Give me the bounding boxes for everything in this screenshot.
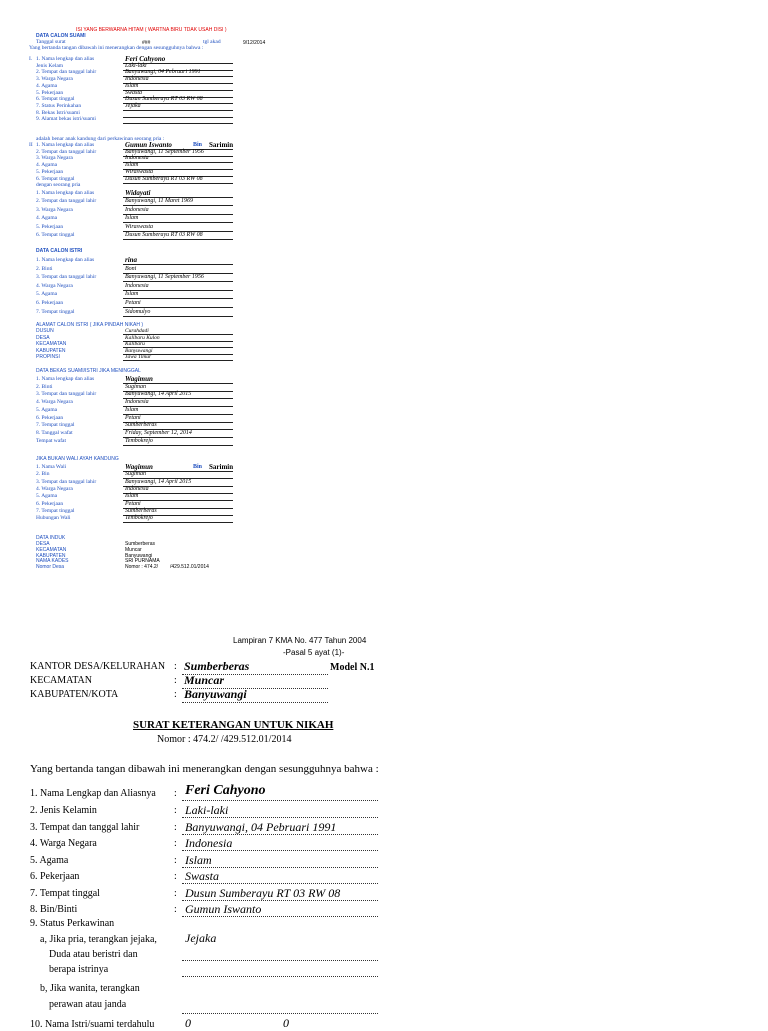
field-underline xyxy=(123,264,233,265)
induk-value: Nomor : 474.2/ xyxy=(125,564,159,571)
field-value[interactable]: Banyuwangi, 04 Pebruari 1991 xyxy=(185,820,337,834)
field-label: 4. Agama xyxy=(36,82,58,89)
form-notice: ISI YANG BERWARNA HITAM ( WARTNA BIRU TDAK USAH DISI ) xyxy=(76,27,227,33)
pasal-text: -Pasal 5 ayat (1)- xyxy=(283,648,345,657)
field-value[interactable]: Laki-laki xyxy=(125,62,147,69)
field-label: 8. Tanggal wafat xyxy=(36,429,73,436)
field-label: 4. Warga Negara xyxy=(36,399,73,406)
dotted-line xyxy=(182,850,378,851)
bride-section-title: DATA CALON ISTRI xyxy=(36,248,83,254)
office-label: KABUPATEN/KOTA xyxy=(30,689,119,700)
colon: : xyxy=(174,675,177,686)
dotted-line xyxy=(182,702,328,703)
section-number: II xyxy=(29,142,33,148)
field-label: 4. Agama xyxy=(36,162,58,169)
field-value[interactable]: Islam xyxy=(125,406,139,413)
status-b-line1: b, Jika wanita, terangkan xyxy=(40,983,140,994)
field-label: 5. Pekerjaan xyxy=(36,89,64,96)
field-label: 5. Pekerjaan xyxy=(36,223,64,230)
field-value[interactable]: Indonesia xyxy=(125,206,149,213)
model-label: Model N.1 xyxy=(330,662,375,673)
colon: : xyxy=(174,871,177,882)
field-value[interactable]: Islam xyxy=(185,853,212,867)
dotted-line xyxy=(182,834,378,835)
dotted-line xyxy=(182,800,378,801)
field-value[interactable]: Islam xyxy=(125,493,139,500)
field-label: 7. Status Perinkahan xyxy=(36,102,82,109)
field-value[interactable]: Tembokrejo xyxy=(125,515,153,522)
field-label: 3. Warga Negara xyxy=(36,206,73,213)
colon: : xyxy=(174,689,177,700)
field-value[interactable]: Islam xyxy=(125,291,139,298)
field-value[interactable]: Tembokrejo xyxy=(125,437,153,444)
field-label: 3. Tempat dan tanggal lahir xyxy=(30,822,140,833)
field-label: 8. Bekas Istri/suami xyxy=(36,109,80,116)
field-value[interactable]: Swasta xyxy=(185,869,220,883)
field-label: Jenis Kelam xyxy=(36,62,64,69)
field-value[interactable]: Boni xyxy=(125,265,137,272)
dotted-line xyxy=(182,976,378,977)
field-value[interactable]: Wiraswasta xyxy=(125,223,154,230)
field-label: 4. Warga Negara xyxy=(30,838,97,849)
field-value[interactable]: rina xyxy=(125,256,138,264)
status-a-line1: a, Jika pria, terangkan jejaka, xyxy=(40,934,157,945)
lampiran-text: Lampiran 7 KMA No. 477 Tahun 2004 xyxy=(233,636,367,645)
field-label: 9. Alamat bekas istri/suami xyxy=(36,116,96,123)
field-label: 1. Nama lengkap dan alias xyxy=(36,376,95,382)
field-label: 7. Tempat tinggal xyxy=(36,507,75,514)
field-value[interactable]: Wagimun xyxy=(125,463,153,471)
parent-note: adalah benar anak kandung dari perkawinan seorang pria : xyxy=(36,136,165,142)
status-label: 9. Status Perkawinan xyxy=(30,918,115,929)
field-underline xyxy=(123,316,233,317)
field-label: 2. Binti xyxy=(36,265,53,272)
field-label: 4. Agama xyxy=(36,215,58,222)
status-b-line2: perawan atau janda xyxy=(49,999,127,1010)
field-value[interactable]: Swasta xyxy=(125,89,143,96)
induk-value: Sumberberas xyxy=(125,541,156,547)
field-value[interactable]: Indonesia xyxy=(125,399,149,406)
field-underline xyxy=(123,406,233,407)
document-title: SURAT KETERANGAN UNTUK NIKAH xyxy=(133,719,334,731)
mother-note: dengan seorang pria xyxy=(36,182,81,188)
field-value[interactable]: Friday, September 12, 2014 xyxy=(125,429,192,436)
address-label: KECAMATAN xyxy=(36,341,67,347)
field-value[interactable]: Dusun Sumberayu RT 03 RW 08 xyxy=(125,232,203,238)
field-label: 3. Tempat dan tanggal lahir xyxy=(36,478,97,485)
wali-title: JIKA BUKAN WALI AYAH KANDUNG xyxy=(36,456,119,462)
field-underline xyxy=(123,123,233,124)
colon: : xyxy=(174,661,177,672)
field-value[interactable]: Sugiman xyxy=(125,471,146,478)
field-label: 6. Tempat tinggal xyxy=(36,232,75,238)
field-value[interactable]: Islam xyxy=(125,215,139,222)
field-label: Hubungan Wali xyxy=(36,515,71,522)
field-value[interactable]: Petani xyxy=(125,300,141,306)
field-value[interactable]: Dusun Sumberayu RT 03 RW 08 xyxy=(125,175,203,182)
field-label: 4. Warga Negara xyxy=(36,282,73,289)
field-value[interactable]: Laki-laki xyxy=(185,803,229,817)
colon: : xyxy=(174,838,177,849)
field-value[interactable]: Sidomulyo xyxy=(125,308,151,315)
colon: : xyxy=(174,788,177,799)
office-value[interactable]: Sumberberas xyxy=(184,659,250,673)
field-value[interactable]: Petani xyxy=(125,500,141,507)
field-value[interactable]: Dusun Sumberayu RT 03 RW 08 xyxy=(125,96,203,103)
status-a-line3: berapa istrinya xyxy=(49,964,109,975)
induk-label: NAMA KADES xyxy=(36,558,69,565)
ex-spouse-title: DATA BEKAS SUAMI/ISTRI JIKA MENINGGAL xyxy=(36,368,141,374)
field-label: 3. Warga Negara xyxy=(36,76,73,83)
field-value[interactable]: Indonesia xyxy=(125,282,149,289)
field-label: 1. Nama lengkap dan alias xyxy=(36,142,95,148)
field-value[interactable]: Gumun Iswanto xyxy=(125,141,172,149)
groom-section-title: DATA CALON SUAMI xyxy=(36,33,86,39)
status-a-value[interactable]: Jejaka xyxy=(185,931,217,945)
field-underline xyxy=(123,110,233,111)
address-value[interactable]: Banyuwangi xyxy=(125,347,153,354)
akad-label: tgl akad xyxy=(203,39,221,45)
field-underline xyxy=(123,290,233,291)
bride-address-title: ALAMAT CALON ISTRI ( JIKA PINDAH NIKAH ) xyxy=(36,322,144,328)
field-value[interactable]: Banyuwangi, 11 September 1956 xyxy=(125,274,204,281)
father-bin-name[interactable]: Sarimin xyxy=(209,141,234,149)
field-value[interactable]: Dusun Sumberayu RT 03 RW 08 xyxy=(185,886,341,900)
date-placeholder: ### xyxy=(142,40,151,46)
field-value[interactable]: Islam xyxy=(125,82,139,89)
colon: : xyxy=(174,822,177,833)
field-label: 1. Nama lengkap dan alias xyxy=(36,257,95,263)
field-label: 6. Pekerjaan xyxy=(36,300,64,306)
wali-bin-name[interactable]: Sarimin xyxy=(209,463,234,471)
akad-date-value: 9/12/2014 xyxy=(243,40,266,46)
field-label: 7. Tempat tinggal xyxy=(30,888,100,899)
field-label: 4. Warga Negara xyxy=(36,485,73,492)
document-number: Nomor : 474.2/ /429.512.01/2014 xyxy=(157,734,292,745)
field-value[interactable]: Indonesia xyxy=(125,485,149,492)
field-underline xyxy=(123,239,233,240)
field-underline xyxy=(123,83,233,84)
dotted-line xyxy=(182,867,378,868)
field-label: 5. Pekerjaan xyxy=(36,168,64,175)
dotted-line xyxy=(182,817,378,818)
field-underline xyxy=(123,522,233,523)
field-value[interactable]: Banyuwangi, 11 Maret 1969 xyxy=(125,198,193,205)
address-label: KABUPATEN xyxy=(36,347,66,354)
field-value[interactable]: Banyuwangi, 14 April 2015 xyxy=(125,391,192,398)
field-value[interactable]: Banyuwangi, 11 September 1956 xyxy=(125,148,204,155)
address-value[interactable]: Jawa Timur xyxy=(125,354,152,360)
dotted-line xyxy=(182,916,378,917)
dotted-line xyxy=(182,883,378,884)
field-label: 5. Agama xyxy=(36,493,58,500)
address-value[interactable]: Kalibaru Kulon xyxy=(125,334,160,341)
address-label: DESA xyxy=(36,334,50,341)
item10-label: 10. Nama Istri/suami terdahulu xyxy=(30,1019,155,1030)
field-value[interactable]: Indonesia xyxy=(185,836,233,850)
field-value[interactable]: Indonesia xyxy=(125,76,149,83)
office-value[interactable]: Muncar xyxy=(184,673,225,687)
colon: : xyxy=(174,888,177,899)
field-underline xyxy=(123,117,233,118)
item10-value-2[interactable]: 0 xyxy=(283,1016,289,1030)
field-value[interactable]: Widayati xyxy=(125,189,151,197)
field-label: 5. Agama xyxy=(36,291,58,298)
field-label: 2. Jenis Kelamin xyxy=(30,805,97,816)
induk-value: Banyuwangi xyxy=(125,552,153,559)
office-value[interactable]: Banyuwangi xyxy=(184,687,247,701)
intro-small: Yang bertanda tangan dibawah ini menerangkan dengan sesungguhnya bahwa : xyxy=(29,45,204,51)
field-label: 8. Bin/Binti xyxy=(30,904,78,915)
bin-label: Bin xyxy=(193,142,203,148)
field-label: 1. Nama lengkap dan alias xyxy=(36,190,95,196)
field-label: 5. Agama xyxy=(36,406,58,413)
field-underline xyxy=(123,214,233,215)
field-underline xyxy=(123,445,233,446)
induk-value: SRI PURNAMA xyxy=(125,558,160,565)
field-value[interactable]: Wiraswasta xyxy=(125,168,154,175)
field-label: 6. Pekerjaan xyxy=(30,871,80,882)
field-value[interactable]: Petani xyxy=(125,414,141,421)
field-label: 3. Tempat dan tanggal lahir xyxy=(36,391,97,398)
address-label: PROPINSI xyxy=(36,354,60,360)
field-value[interactable]: Gumun Iswanto xyxy=(185,902,262,916)
induk-label: Nomor Desa xyxy=(36,564,65,571)
induk-number-extra: /429.512.01/2014 xyxy=(170,564,209,570)
colon: : xyxy=(174,855,177,866)
field-value[interactable]: Wagimun xyxy=(125,375,153,383)
field-value[interactable]: Islam xyxy=(125,162,139,169)
dotted-line xyxy=(182,900,378,901)
field-label: 5. Agama xyxy=(30,855,69,866)
office-label: KECAMATAN xyxy=(30,675,92,686)
field-label: 7. Tempat tinggal xyxy=(36,422,75,429)
induk-label: KECAMATAN xyxy=(36,546,67,553)
field-label: 6. Pekerjaan xyxy=(36,500,64,507)
field-label: 3. Warga Negara xyxy=(36,155,73,162)
colon: : xyxy=(174,904,177,915)
field-value[interactable]: Sumberberas xyxy=(125,507,157,514)
address-label: DUSUN xyxy=(36,328,54,334)
field-label: 2. Tempat dan tanggal lahir xyxy=(36,148,97,155)
item10-value-1[interactable]: 0 xyxy=(185,1016,191,1030)
field-label: 6. Tempat tinggal xyxy=(36,175,75,182)
field-value[interactable]: Sumberberas xyxy=(125,422,157,429)
intro-text: Yang bertanda tangan dibawah ini menerangkan dengan sesungguhnya bahwa : xyxy=(30,763,379,775)
field-label: 2. Tempat dan tanggal lahir xyxy=(36,198,97,205)
field-label: 6. Tempat tinggal xyxy=(36,96,75,103)
field-underline xyxy=(123,493,233,494)
dotted-line xyxy=(182,960,378,961)
induk-label: KABUPATEN xyxy=(36,552,66,559)
field-label: 1. Nama lengkap dan alias xyxy=(36,56,95,62)
address-value[interactable]: Kalibaru xyxy=(125,341,145,347)
induk-label: DESA xyxy=(36,541,50,547)
field-value[interactable]: Banyuwangi, 04 Pebruari 1991 xyxy=(125,69,201,76)
field-value[interactable]: Indonesia xyxy=(125,155,149,162)
field-value[interactable]: Feri Cahyono xyxy=(125,55,166,63)
field-label: 3. Tempat dan tanggal lahir xyxy=(36,274,97,281)
field-label: 7. Tempat tinggal xyxy=(36,308,75,315)
bin-label: Bin xyxy=(193,464,203,470)
field-label: Tempat wafat xyxy=(36,437,67,444)
field-label: 2. Binti xyxy=(36,383,53,390)
induk-title: DATA INDUK xyxy=(36,535,66,541)
dotted-line xyxy=(182,1013,378,1014)
field-underline xyxy=(123,162,233,163)
field-label: 2. Tempat dan tanggal lahir xyxy=(36,69,97,76)
field-underline xyxy=(123,360,233,361)
field-label: 1. Nama Wali xyxy=(36,464,67,470)
section-number: I. xyxy=(29,56,33,62)
field-label: 2. Bin xyxy=(36,471,50,478)
field-value[interactable]: Sugiman xyxy=(125,383,146,390)
office-label: KANTOR DESA/KELURAHAN xyxy=(30,661,166,672)
field-value[interactable]: Feri Cahyono xyxy=(185,783,266,798)
field-value[interactable]: Jejaka xyxy=(125,102,141,109)
field-label: 1. Nama Lengkap dan Aliasnya xyxy=(30,788,156,799)
status-a-line2: Duda atau beristri dan xyxy=(49,949,138,960)
field-underline xyxy=(123,183,233,184)
field-value[interactable]: Banyuwangi, 14 April 2015 xyxy=(125,478,192,485)
date-label: Tanggal surat xyxy=(36,39,66,45)
field-label: 6. Pekerjaan xyxy=(36,414,64,421)
address-value[interactable]: Curahdadi xyxy=(125,328,149,334)
induk-value: Muncar xyxy=(125,546,142,553)
colon: : xyxy=(174,805,177,816)
